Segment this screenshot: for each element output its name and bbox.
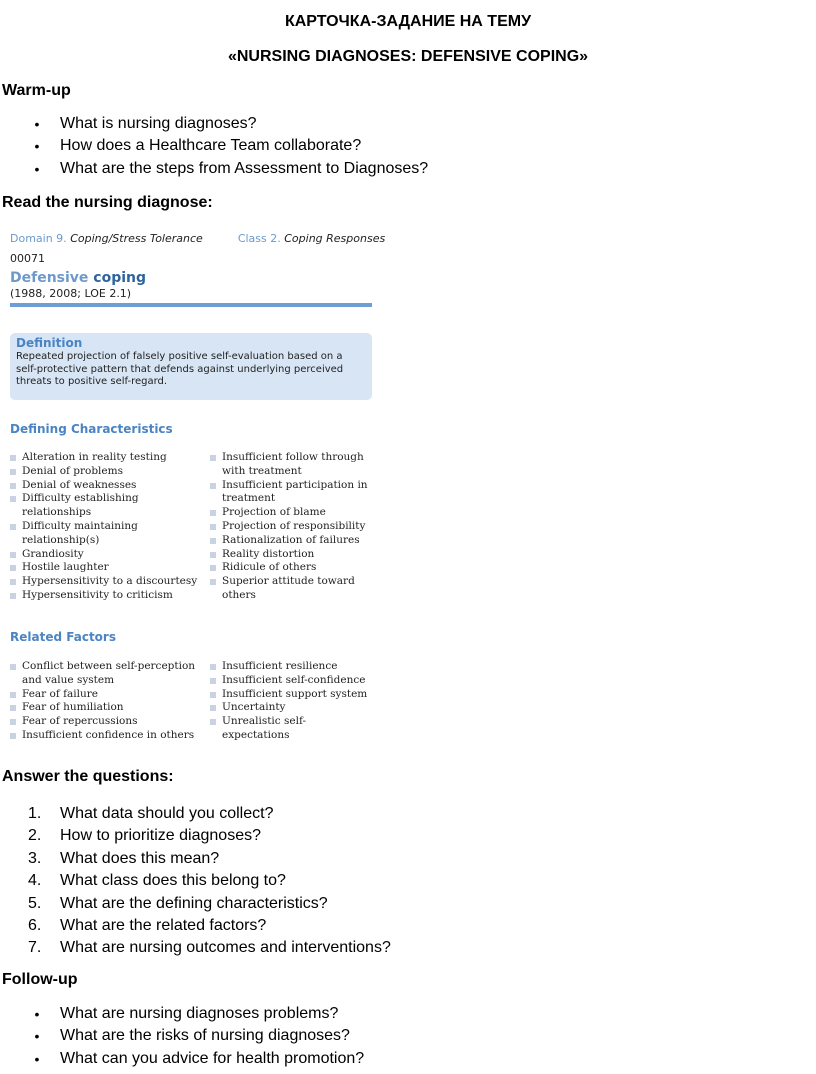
item-text: Projection of blame — [222, 506, 326, 519]
list-item — [10, 729, 200, 743]
item-text: Insufficient follow through with treatment — [222, 451, 364, 477]
domain-class-row — [10, 232, 385, 245]
item-text: Ridicule of others — [222, 561, 317, 574]
list-item — [210, 688, 372, 702]
list-item — [10, 465, 200, 479]
bullet-icon: • — [34, 1050, 40, 1067]
warmup-item-text: What are the steps from Assessment to Diagnoses? — [60, 159, 429, 177]
defining-column-2 — [210, 451, 372, 603]
followup-list — [30, 1003, 364, 1070]
square-bullet-icon — [10, 705, 16, 711]
diagnosis-code: 00071 — [10, 252, 45, 265]
square-bullet-icon — [10, 593, 16, 599]
list-item — [210, 534, 372, 548]
square-bullet-icon — [210, 510, 216, 516]
item-text: Hypersensitivity to a discourtesy — [22, 575, 198, 588]
followup-heading: Follow-up — [2, 971, 78, 988]
followup-item-text: What are the risks of nursing diagnoses? — [60, 1027, 350, 1045]
item-text: Fear of humiliation — [22, 701, 124, 714]
answer-list — [30, 803, 391, 960]
square-bullet-icon — [10, 719, 16, 725]
question-text: How to prioritize diagnoses? — [60, 827, 261, 845]
question-text: What are the defining characteristics? — [60, 894, 328, 912]
list-item — [30, 135, 428, 157]
bullet-icon: • — [34, 116, 40, 132]
warmup-list — [30, 113, 428, 180]
square-bullet-icon — [10, 483, 16, 489]
item-text: Conflict between self-perception and value system — [22, 660, 196, 686]
item-text: Superior attitude toward others — [222, 575, 355, 601]
question-text: What are nursing outcomes and interventions? — [60, 939, 391, 957]
list-item: 2. How to prioritize diagnoses? — [28, 827, 261, 845]
question-text: What does this mean? — [60, 849, 220, 867]
class-label: Class 2. — [237, 232, 281, 245]
list-item: 3. What does this mean? — [28, 849, 220, 867]
list-item — [10, 520, 200, 548]
square-bullet-icon — [210, 664, 216, 670]
item-text: Insufficient self-confidence — [222, 673, 366, 686]
list-item — [210, 660, 372, 674]
domain-value: Coping/Stress Tolerance — [70, 232, 203, 245]
square-bullet-icon — [210, 455, 216, 461]
read-heading: Read the nursing diagnose: — [2, 194, 213, 211]
bullet-icon: • — [34, 160, 40, 177]
square-bullet-icon — [10, 469, 16, 475]
square-bullet-icon — [10, 579, 16, 585]
square-bullet-icon — [210, 524, 216, 530]
list-item — [210, 520, 372, 534]
list-item — [10, 492, 200, 520]
list-item — [10, 701, 200, 715]
square-bullet-icon — [10, 496, 16, 502]
list-item — [210, 548, 372, 562]
list-item — [210, 451, 372, 479]
warmup-item-text: What is nursing diagnoses? — [60, 115, 257, 132]
square-bullet-icon — [210, 552, 216, 558]
list-item: 4. What class does this belong to? — [28, 872, 286, 890]
item-text: Hypersensitivity to criticism — [22, 588, 173, 601]
list-item: 1. What data should you collect? — [28, 805, 274, 822]
related-column-1 — [10, 660, 200, 743]
list-item — [10, 561, 200, 575]
list-item — [30, 113, 428, 135]
warmup-item-text: How does a Healthcare Team collaborate? — [60, 137, 362, 155]
list-item — [10, 715, 200, 729]
question-text: What data should you collect? — [60, 805, 274, 822]
list-item — [210, 715, 372, 743]
list-item — [10, 548, 200, 562]
list-item — [210, 479, 372, 507]
list-item — [10, 451, 200, 465]
page-title-line-2: «NURSING DIAGNOSES: DEFENSIVE COPING» — [227, 48, 589, 65]
item-text: Denial of problems — [22, 464, 123, 477]
square-bullet-icon — [210, 719, 216, 725]
square-bullet-icon — [210, 483, 216, 489]
defining-characteristics-heading: Defining Characteristics — [10, 422, 173, 436]
list-item — [10, 660, 200, 688]
answer-heading: Answer the questions: — [2, 768, 174, 785]
item-text: Fear of failure — [22, 687, 98, 700]
diagnosis-meta: (1988, 2008; LOE 2.1) — [10, 287, 132, 300]
list-item: 7. What are nursing outcomes and interventions? — [28, 939, 391, 957]
list-item — [210, 575, 372, 603]
square-bullet-icon — [10, 692, 16, 698]
item-text: Insufficient support system — [222, 687, 368, 700]
square-bullet-icon — [210, 705, 216, 711]
square-bullet-icon — [210, 579, 216, 585]
warmup-heading: Warm-up — [2, 82, 71, 99]
item-text: Alteration in reality testing — [22, 451, 167, 463]
square-bullet-icon — [210, 692, 216, 698]
item-text: Uncertainty — [222, 701, 286, 714]
square-bullet-icon — [10, 733, 16, 739]
diagnosis-name-part-2: coping — [93, 270, 147, 286]
square-bullet-icon — [210, 538, 216, 544]
definition-heading: Definition — [16, 336, 83, 350]
item-text: Difficulty maintaining relationship(s) — [22, 519, 138, 546]
item-text: Insufficient confidence in others — [22, 728, 195, 741]
list-item — [10, 575, 200, 589]
list-item — [10, 479, 200, 493]
square-bullet-icon — [210, 678, 216, 684]
bullet-icon: • — [34, 1006, 40, 1022]
item-text: Hostile laughter — [22, 561, 109, 574]
list-item — [210, 674, 372, 688]
item-text: Rationalization of failures — [222, 533, 360, 546]
diagnosis-name — [10, 270, 146, 286]
list-item — [210, 701, 372, 715]
divider-rule — [10, 303, 372, 307]
item-text: Insufficient participation in treatment — [222, 478, 368, 505]
bullet-icon: • — [34, 1028, 40, 1045]
definition-text: Repeated projection of falsely positive self-evaluation based on a self-protective pattern that defends against underlying perceived threats to positive self-regard. — [16, 351, 344, 387]
item-text: Unrealistic self-expectations — [222, 715, 307, 741]
bullet-icon: • — [34, 138, 40, 155]
related-column-2 — [210, 660, 372, 743]
square-bullet-icon — [10, 664, 16, 670]
item-text: Difficulty establishing relationships — [22, 492, 139, 519]
square-bullet-icon — [210, 565, 216, 571]
definition-box — [10, 333, 372, 400]
followup-item-text: What are nursing diagnoses problems? — [60, 1005, 339, 1022]
item-text: Fear of repercussions — [22, 715, 138, 728]
question-text: What are the related factors? — [60, 916, 267, 934]
list-item — [210, 506, 372, 520]
list-item — [30, 1025, 364, 1047]
followup-item-text: What can you advice for health promotion? — [60, 1049, 365, 1067]
domain-label: Domain 9. — [10, 232, 67, 245]
list-item: 5. What are the defining characteristics? — [28, 894, 328, 912]
diagnosis-name-part-1: Defensive — [10, 270, 89, 286]
list-item — [10, 589, 200, 603]
item-text: Reality distortion — [222, 547, 315, 560]
question-text: What class does this belong to? — [60, 872, 286, 890]
defining-column-1 — [10, 451, 200, 603]
list-item — [30, 1048, 364, 1070]
item-text: Denial of weaknesses — [22, 478, 137, 491]
square-bullet-icon — [10, 524, 16, 530]
list-item — [10, 688, 200, 702]
class-value: Coping Responses — [284, 232, 386, 245]
item-text: Insufficient resilience — [222, 660, 338, 672]
page-title-line-1: КАРТОЧКА-ЗАДАНИЕ НА ТЕМУ — [284, 13, 532, 30]
list-item — [30, 1003, 364, 1025]
square-bullet-icon — [10, 552, 16, 558]
square-bullet-icon — [10, 455, 16, 461]
item-text: Grandiosity — [22, 547, 84, 560]
square-bullet-icon — [10, 565, 16, 571]
item-text: Projection of responsibility — [222, 519, 366, 532]
list-item — [210, 561, 372, 575]
list-item: 6. What are the related factors? — [28, 916, 267, 934]
list-item — [30, 158, 428, 180]
related-factors-heading: Related Factors — [10, 630, 116, 644]
